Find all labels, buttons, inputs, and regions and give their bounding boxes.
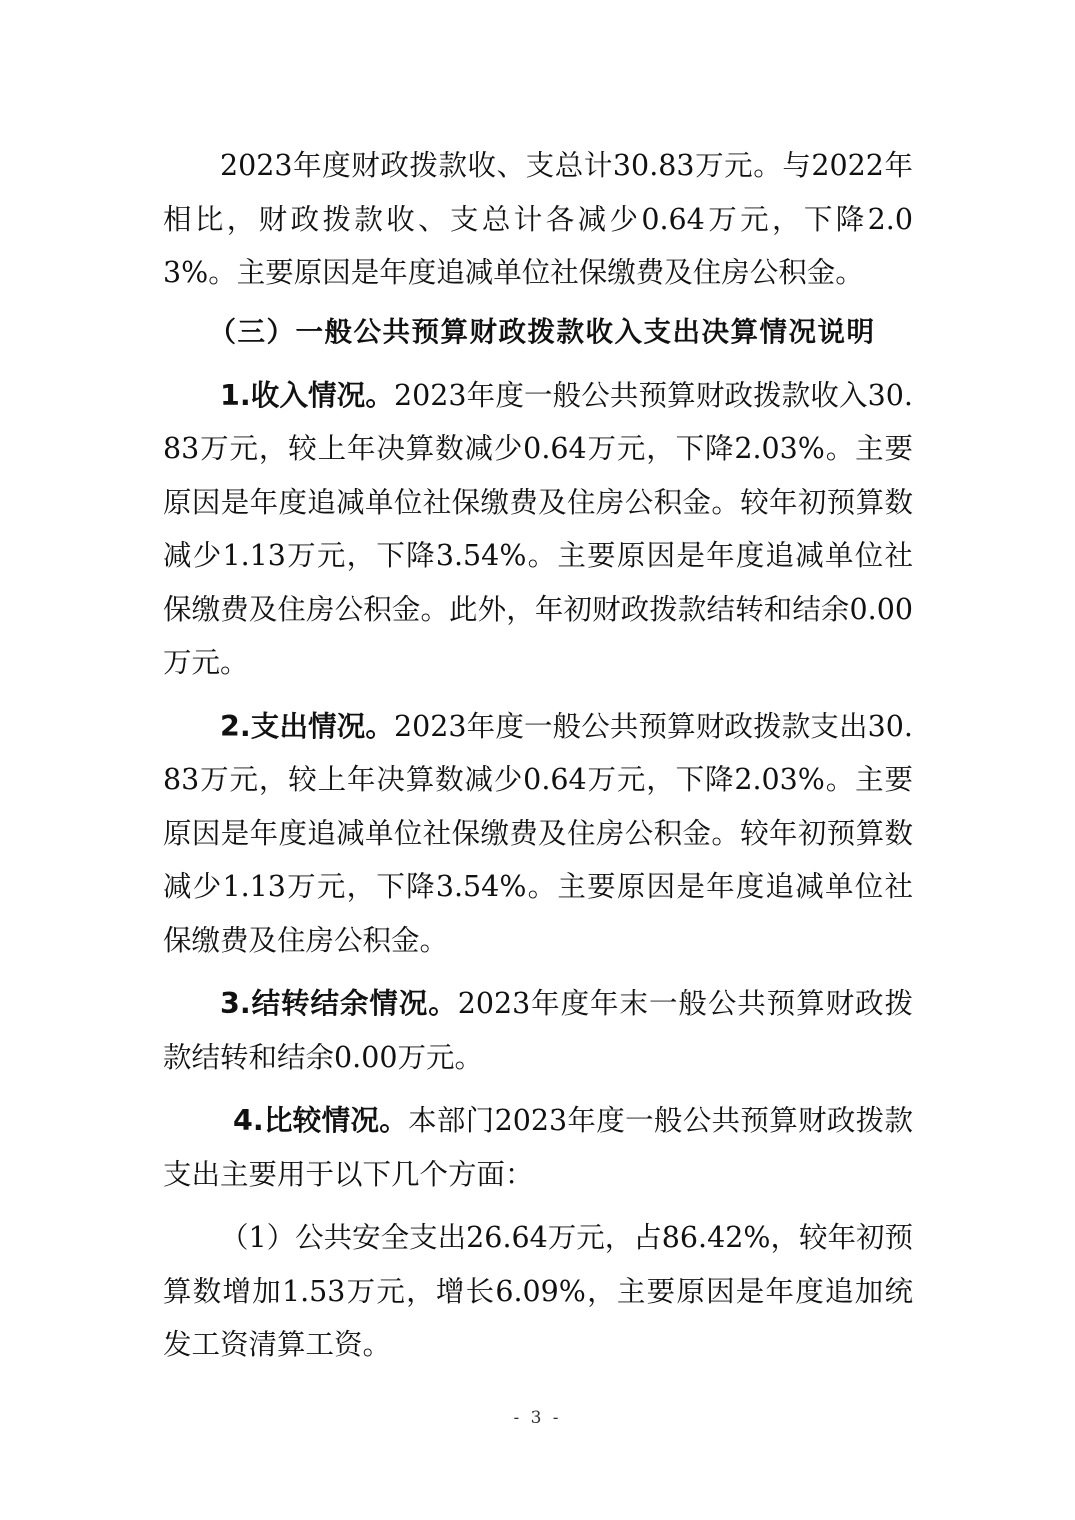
summary-paragraph: 2023年度财政拨款收、支总计30.83万元。与2022年相比，财政拨款收、支总计各减少0.64万元，下降2.03%。主要原因是年度追减单位社保缴费及住房公积金。 [163,149,913,289]
income-lead: 1.收入情况。 [220,378,395,412]
public-safety-item: （1）公共安全支出26.64万元，占86.42%，较年初预算数增加1.53万元，增长6.09%，主要原因是年度追加统发工资清算工资。 [163,1221,913,1361]
expense-paragraph [163,700,913,968]
carryover-paragraph [163,977,913,1084]
section-heading: （三）一般公共预算财政拨款收入支出决算情况说明 [208,315,876,348]
income-paragraph [163,369,913,690]
page-number: - 3 - [513,1408,562,1428]
expense-body: 2023年度一般公共预算财政拨款支出30.83万元，较上年决算数减少0.64万元，下降2.03%。主要原因是年度追减单位社保缴费及住房公积金。较年初预算数减少1.13万元，下降3.54%。主要原因是年度追减单位社保缴费及住房公积金。 [163,709,913,957]
carryover-lead: 3.结转结余情况。 [220,987,458,1020]
comparison-lead: 4.比较情况。 [233,1104,409,1137]
expense-lead: 2.支出情况。 [220,709,395,743]
comparison-paragraph [163,1094,913,1201]
document-body [163,139,913,1372]
carryover-body: 2023年度年末一般公共预算财政拨款结转和结余0.00万元。 [163,987,913,1074]
comparison-body: 本部门2023年度一般公共预算财政拨款支出主要用于以下几个方面： [163,1104,913,1191]
income-body: 2023年度一般公共预算财政拨款收入30.83万元，较上年决算数减少0.64万元，下降2.03%。主要原因是年度追减单位社保缴费及住房公积金。较年初预算数减少1.13万元，下降3.54%。主要原因是年度追减单位社保缴费及住房公积金。此外，年初财政拨款结转和结余0.00万元。 [163,378,913,679]
